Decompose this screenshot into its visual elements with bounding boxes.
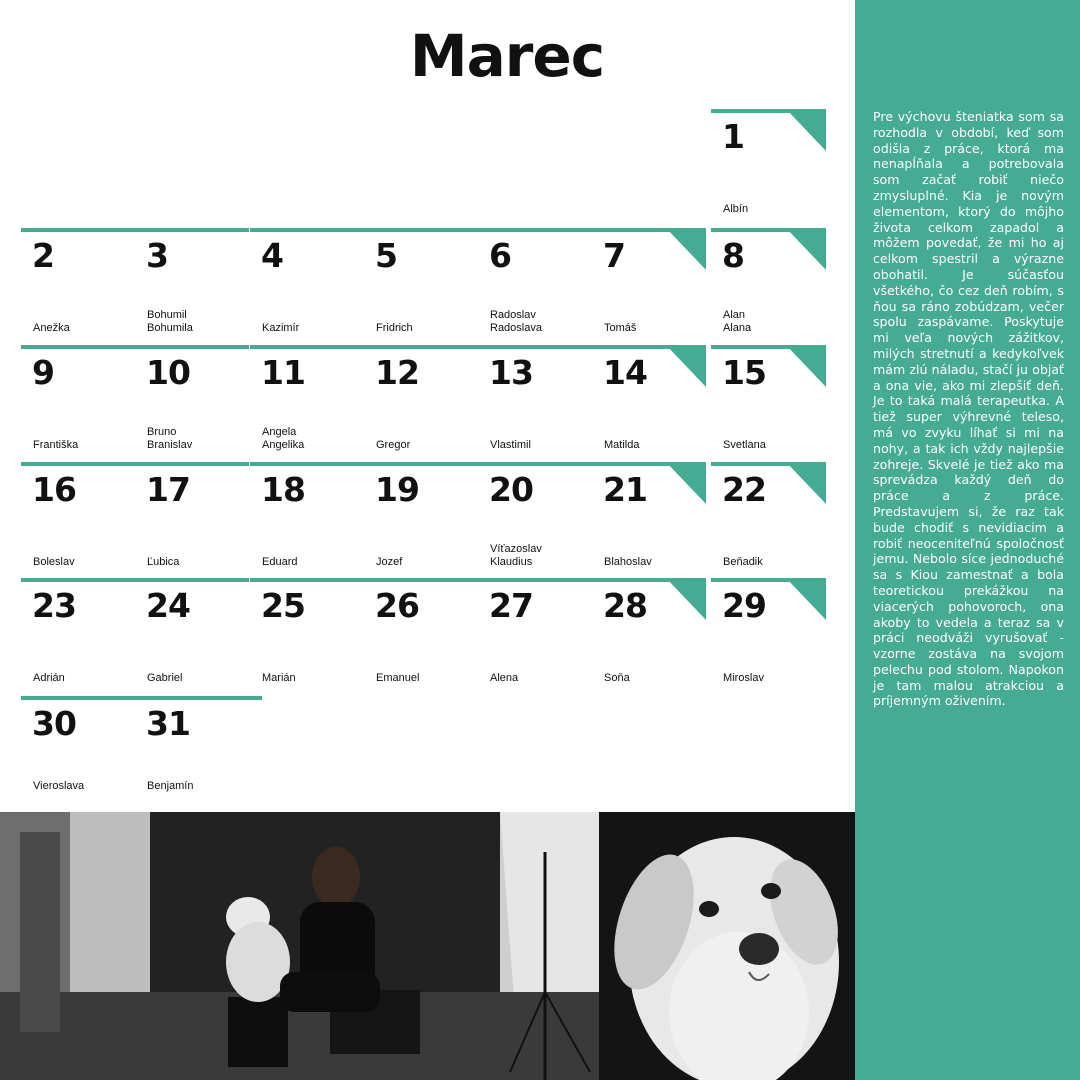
name-day [604,556,652,569]
day-cell [478,578,592,692]
puppy-photo [599,812,855,1080]
day-bar [364,462,478,466]
name-day-entry: Ľubica [147,555,180,568]
day-cell [711,109,826,223]
name-day [490,309,542,334]
day-cell [135,696,249,800]
day-bar [135,345,249,349]
day-number: 18 [261,470,305,509]
name-day-entry: Marián [262,671,296,684]
name-day-entry: Víťazoslav [490,543,542,555]
name-day-entry: Gregor [376,438,411,451]
day-cell [21,345,135,459]
day-number: 13 [489,353,533,392]
day-number: 12 [375,353,419,392]
name-day-entry: Františka [33,438,79,451]
day-number: 21 [603,470,647,509]
corner-fold-icon [786,462,826,504]
day-number: 5 [375,236,397,275]
name-day-entry: Emanuel [376,671,420,684]
day-number: 3 [146,236,168,275]
day-cell [135,228,249,342]
day-cell [250,228,364,342]
name-day [490,439,531,452]
name-day [262,322,299,335]
name-day [376,556,402,569]
day-cell [478,345,592,459]
day-number: 27 [489,586,533,625]
name-day-entry: Soňa [604,671,630,684]
day-number: 24 [146,586,190,625]
day-cell [364,462,478,576]
day-number: 10 [146,353,190,392]
day-number: 25 [261,586,305,625]
day-number: 6 [489,236,511,275]
day-bar [21,345,135,349]
name-day-entry: Angela [262,426,297,438]
day-bar [478,345,592,349]
day-number: 19 [375,470,419,509]
day-cell [592,462,706,576]
name-day-entry: Fridrich [376,321,413,334]
name-day [147,309,193,334]
day-number: 20 [489,470,533,509]
day-number: 22 [722,470,766,509]
day-cell [711,345,826,459]
day-bar [21,578,135,582]
name-day-entry: Boleslav [33,555,75,568]
day-bar [135,578,249,582]
day-bar [364,228,478,232]
day-cell [250,578,364,692]
day-cell [135,578,249,692]
day-cell [21,696,135,800]
name-day [376,672,419,685]
name-day-entry: Klaudius [490,555,533,568]
day-bar [478,462,592,466]
name-day-entry: Miroslav [723,671,764,684]
corner-fold-icon [666,345,706,387]
day-cell [21,228,135,342]
day-number: 14 [603,353,647,392]
name-day [33,322,70,335]
day-bar [250,345,364,349]
day-bar [135,228,249,232]
name-day [33,439,78,452]
day-bar [478,228,592,232]
corner-fold-icon [786,109,826,151]
name-day [262,426,304,451]
day-bar [250,578,364,582]
name-day [723,439,766,452]
name-day [604,439,639,452]
day-cell [21,462,135,576]
corner-fold-icon [666,462,706,504]
day-number: 9 [32,353,54,392]
corner-fold-icon [666,578,706,620]
day-number: 15 [722,353,766,392]
day-number: 16 [32,470,76,509]
day-cell [478,228,592,342]
name-day-entry: Anežka [33,321,70,334]
day-bar [364,345,478,349]
name-day-entry: Vlastimil [490,438,531,451]
story-text: Pre výchovu šteniatka som sa rozhodla v období, keď som odišla z práce, ktorá ma nenapĺňala a potrebovala som začať robiť niečo zmysluplné. Kia je novým elementom, ktorý do môjho života celkom zapadol a môžem povedať, že mi ho aj celkom spestril a výrazne obohatil. Je súčasťou všetkého, čo cez deň robím, s ňou sa ráno zobúdzam, večer spolu zaspávame. Poskytuje mi veľa nových zážitkov, milých stretnutí a kedykoľvek mám zlú náladu, stačí ju objať a ona vie, ako mi zlepšiť deň. Je to taká malá terapeutka. A tiež super výhrevné teleso, má vo zvyku líhať si mi na nohy, a tak ich vždy najlepšie zohreje. Skvelé je tiež ako ma sprevádza každý deň do práce a z práce. Predstavujem si, že raz tak bude chodiť s nevidiacim a robiť neoceniteľnú spoločnosť jemu. Nebolo síce jednoduché sa s Kiou zamestnať a bola teoretickou prekážkou na viacerých pohovoroch, ona akoby to vedela a teraz sa v práci neodváži vyrušovať - vzorne zostáva na svojom pelechu pod stolom. Napokon je tam malou atrakciou a príjemným oživením. [873,109,1064,709]
name-day [376,439,410,452]
day-number: 17 [146,470,190,509]
day-cell [478,462,592,576]
name-day [723,556,763,569]
name-day-entry: Alana [723,321,752,334]
name-day-entry: Branislav [147,438,193,451]
day-cell [21,578,135,692]
day-number: 26 [375,586,419,625]
day-bar [250,228,364,232]
day-number: 23 [32,586,76,625]
name-day [604,672,630,685]
day-bar [478,578,592,582]
name-day-entry: Bohumila [147,321,193,334]
name-day-entry: Albín [723,202,749,215]
day-number: 28 [603,586,647,625]
name-day-entry: Gabriel [147,671,183,684]
name-day-entry: Matilda [604,438,640,451]
day-bar [364,578,478,582]
row-divider [21,696,262,700]
day-cell [135,345,249,459]
name-day [147,672,182,685]
name-day [262,556,297,569]
name-day-entry: Bohumil [147,309,187,321]
day-cell [250,345,364,459]
name-day-entry: Eduard [262,555,298,568]
month-title: Marec [409,22,605,90]
corner-fold-icon [786,228,826,270]
name-day-entry: Angelika [262,438,305,451]
photo-strip [0,812,855,1080]
name-day [147,780,193,793]
name-day [33,780,84,793]
studio-photo [0,812,599,1080]
name-day-entry: Kazimír [262,321,300,334]
day-bar [250,462,364,466]
name-day-entry: Alan [723,309,746,321]
day-bar [21,462,135,466]
name-day [262,672,296,685]
name-day [490,543,542,568]
name-day [33,672,65,685]
name-day-entry: Radoslav [490,309,536,321]
name-day-entry: Radoslava [490,321,542,334]
day-number: 1 [722,117,744,156]
name-day-entry: Tomáš [604,321,637,334]
day-cell [364,345,478,459]
name-day [723,672,764,685]
name-day-entry: Svetlana [723,438,766,451]
day-number: 29 [722,586,766,625]
day-cell [250,462,364,576]
name-day [490,672,518,685]
corner-fold-icon [666,228,706,270]
day-cell [364,578,478,692]
day-cell [711,462,826,576]
name-day [147,556,179,569]
name-day-entry: Alena [490,671,519,684]
day-cell [592,578,706,692]
day-cell [711,228,826,342]
name-day-entry: Bruno [147,426,177,438]
day-number: 4 [261,236,283,275]
corner-fold-icon [786,578,826,620]
day-cell [592,228,706,342]
day-cell [135,462,249,576]
day-bar [135,462,249,466]
day-cell [364,228,478,342]
story-sidebar [855,0,1080,1080]
name-day-entry: Adrián [33,671,65,684]
day-number: 8 [722,236,744,275]
day-number: 30 [32,704,76,743]
day-cell [592,345,706,459]
day-number: 11 [261,353,305,392]
name-day [33,556,75,569]
name-day-entry: Vieroslava [33,779,85,792]
corner-fold-icon [786,345,826,387]
day-bar [21,228,135,232]
name-day [376,322,413,335]
name-day-entry: Blahoslav [604,555,652,568]
name-day-entry: Benjamín [147,779,194,792]
name-day [723,309,751,334]
name-day-entry: Jozef [376,555,403,568]
name-day [147,426,192,451]
name-day [723,203,748,216]
day-number: 31 [146,704,190,743]
name-day-entry: Beňadik [723,555,763,568]
name-day [604,322,636,335]
day-number: 2 [32,236,54,275]
day-number: 7 [603,236,625,275]
day-cell [711,578,826,692]
